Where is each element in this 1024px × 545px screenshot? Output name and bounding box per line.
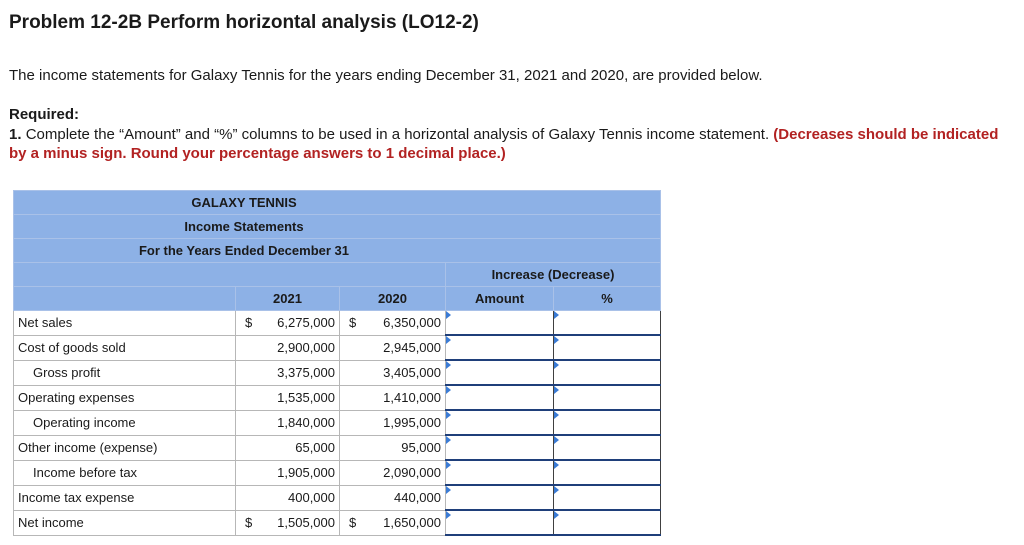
- value-2021: 400,000: [236, 485, 340, 510]
- value-2021: 3,375,000: [236, 360, 340, 385]
- header-blank: [14, 263, 446, 287]
- row-label: Other income (expense): [14, 435, 236, 460]
- header-percent: %: [554, 287, 661, 311]
- amount-input-cell: [446, 510, 554, 535]
- value-2021: 1,905,000: [236, 460, 340, 485]
- amount-input-cell: [446, 385, 554, 410]
- amount-input[interactable]: [446, 512, 553, 534]
- percent-input-cell: [554, 410, 661, 435]
- percent-input-cell: [554, 510, 661, 535]
- value-2020: $ 6,350,000: [340, 311, 446, 336]
- input-marker-icon: [446, 411, 451, 419]
- percent-input-cell: [554, 385, 661, 410]
- input-marker-icon: [554, 436, 559, 444]
- instruction-text: Complete the “Amount” and “%” columns to be used in a horizontal analysis of Galaxy Tennis income statement.: [25, 126, 770, 143]
- value-2020: 2,945,000: [340, 335, 446, 360]
- amount-input-cell: [446, 410, 554, 435]
- percent-input[interactable]: [554, 387, 660, 409]
- currency-symbol: $: [349, 315, 357, 331]
- input-marker-icon: [554, 511, 559, 519]
- percent-input[interactable]: [554, 362, 660, 384]
- amount-input[interactable]: [446, 437, 553, 459]
- value-2021: 1,535,000: [236, 385, 340, 410]
- table-row: [14, 360, 661, 385]
- table-row: [14, 485, 661, 510]
- statement-name-row: [14, 215, 661, 239]
- amount-input[interactable]: [446, 462, 553, 484]
- row-label: Net income: [14, 510, 236, 535]
- input-marker-icon: [554, 386, 559, 394]
- row-label: Gross profit: [14, 360, 236, 385]
- currency-symbol: $: [245, 315, 253, 331]
- amount-input[interactable]: [446, 362, 553, 384]
- instruction-number: 1.: [9, 126, 22, 143]
- table-row: [14, 410, 661, 435]
- input-marker-icon: [446, 311, 451, 319]
- input-marker-icon: [446, 486, 451, 494]
- input-marker-icon: [554, 486, 559, 494]
- value-2020: 2,090,000: [340, 460, 446, 485]
- amount-input-cell: [446, 435, 554, 460]
- input-marker-icon: [446, 461, 451, 469]
- input-marker-icon: [554, 411, 559, 419]
- header-label-blank: [14, 287, 236, 311]
- row-label: Operating expenses: [14, 385, 236, 410]
- amount-input-cell: [446, 360, 554, 385]
- amount-input-cell: [446, 335, 554, 360]
- percent-input[interactable]: [554, 312, 660, 334]
- value-2020: 95,000: [340, 435, 446, 460]
- percent-input-cell: [554, 311, 661, 336]
- increase-decrease-header: Increase (Decrease): [446, 263, 661, 287]
- amount-input-cell: [446, 485, 554, 510]
- percent-input[interactable]: [554, 487, 660, 509]
- amount-input[interactable]: [446, 337, 553, 359]
- table-row: [14, 510, 661, 535]
- input-marker-icon: [446, 436, 451, 444]
- value-2021: 2,900,000: [236, 335, 340, 360]
- row-label: Income tax expense: [14, 485, 236, 510]
- income-statement-table: [13, 190, 661, 536]
- amount-input-cell: [446, 460, 554, 485]
- value-2021: 65,000: [236, 435, 340, 460]
- statement-name: Income Statements: [14, 215, 661, 239]
- company-name: GALAXY TENNIS: [14, 191, 661, 215]
- amount-input[interactable]: [446, 412, 553, 434]
- percent-input-cell: [554, 335, 661, 360]
- percent-input-cell: [554, 435, 661, 460]
- group-header-row: [14, 263, 661, 287]
- input-marker-icon: [554, 336, 559, 344]
- value-2021: $ 1,505,000: [236, 510, 340, 535]
- header-amount: Amount: [446, 287, 554, 311]
- row-label: Net sales: [14, 311, 236, 336]
- percent-input[interactable]: [554, 512, 660, 534]
- statement-period: For the Years Ended December 31: [14, 239, 661, 263]
- currency-symbol: $: [245, 515, 253, 530]
- amount-input[interactable]: [446, 487, 553, 509]
- percent-input[interactable]: [554, 437, 660, 459]
- input-marker-icon: [446, 386, 451, 394]
- value-2020: 1,995,000: [340, 410, 446, 435]
- row-label: Operating income: [14, 410, 236, 435]
- input-marker-icon: [446, 361, 451, 369]
- input-marker-icon: [554, 311, 559, 319]
- required-heading: Required:: [9, 106, 80, 123]
- percent-input[interactable]: [554, 412, 660, 434]
- value-2021: $ 6,275,000: [236, 311, 340, 336]
- table-row: [14, 335, 661, 360]
- table-row: [14, 385, 661, 410]
- row-label: Income before tax: [14, 460, 236, 485]
- value-2020: 440,000: [340, 485, 446, 510]
- input-marker-icon: [446, 511, 451, 519]
- header-2020: 2020: [340, 287, 446, 311]
- currency-symbol: $: [349, 515, 357, 530]
- percent-input-cell: [554, 460, 661, 485]
- percent-input[interactable]: [554, 337, 660, 359]
- input-marker-icon: [446, 336, 451, 344]
- problem-title: Problem 12-2B Perform horizontal analysis (LO12-2): [9, 12, 479, 33]
- input-marker-icon: [554, 361, 559, 369]
- value-2020: $ 1,650,000: [340, 510, 446, 535]
- table-row: [14, 435, 661, 460]
- input-marker-icon: [554, 461, 559, 469]
- row-label: Cost of goods sold: [14, 335, 236, 360]
- company-row: [14, 191, 661, 215]
- amount-input[interactable]: [446, 387, 553, 409]
- table-row: [14, 460, 661, 485]
- percent-input-cell: [554, 485, 661, 510]
- value-2020: 3,405,000: [340, 360, 446, 385]
- period-row: [14, 239, 661, 263]
- amount-input-cell: [446, 311, 554, 336]
- percent-input[interactable]: [554, 462, 660, 484]
- amount-input[interactable]: [446, 312, 553, 334]
- percent-input-cell: [554, 360, 661, 385]
- value-2021: 1,840,000: [236, 410, 340, 435]
- value-2020: 1,410,000: [340, 385, 446, 410]
- intro-text: The income statements for Galaxy Tennis for the years ending December 31, 2021 and 2020, are provided below.: [9, 67, 763, 84]
- table-row: [14, 311, 661, 336]
- required-instructions: [9, 125, 1009, 163]
- column-header-row: [14, 287, 661, 311]
- instruction-note: (Decreases should be indicated by a minus sign. Round your percentage answers to 1 decimal place.): [9, 126, 999, 162]
- header-2021: 2021: [236, 287, 340, 311]
